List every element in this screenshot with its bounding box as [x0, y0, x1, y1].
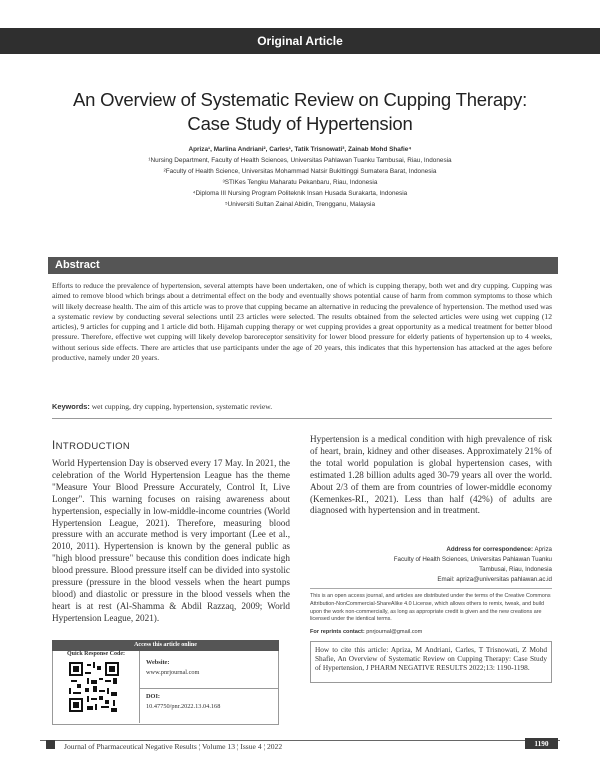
divider	[52, 418, 552, 419]
keywords	[52, 402, 552, 411]
introduction-heading	[52, 440, 130, 452]
author-block	[40, 144, 560, 210]
article-title-line-1: An Overview of Systematic Review on Cupping Therapy:	[72, 89, 528, 110]
license-notice: This is an open access journal, and articles are distributed under the terms of the Creative Commons Attribution-NonCommercial-ShareAlike 4.0 License, which allows others to remix, tweak, and build upon the work non-commercially, as long as appropriate credit is given and the new creations are licensed under the identical terms.	[310, 593, 551, 623]
article-title-line-2: Case Study of Hypertension	[187, 113, 413, 134]
access-divider	[139, 651, 140, 723]
footer-rule	[40, 740, 560, 741]
correspondence-name: Apriza	[534, 546, 552, 553]
website-label: Website:	[146, 659, 170, 666]
qr-label: Quick Response Code:	[66, 651, 125, 657]
reprints-label: For reprints contact:	[310, 629, 365, 635]
page-number: 1190	[525, 738, 558, 749]
abstract-heading-bar	[48, 257, 558, 274]
introduction-paragraph: World Hypertension Day is observed every 17 May. In 2021, the celebration of the World Hypertension League has the theme "Measure Your Blood Pressure Accurately, Control It, Live Longer". This warning focuses on raising awareness about hypertension, especially in low-middle-income countries (World Hypertension League, 2021). Therefore, measuring blood pressure with an accurate method is very important (Lee et al., 2010, 2011). Hypertension is known by the general public as "high blood pressure" because this condition does indicate high blood pressure. Blood pressure itself can be divided into systolic pressure (pressure in the blood vessels when the heart pumps blood) and diastolic or pressure in the blood vessels when the heart is at rest (Al-Shamma & Abdil Razzaq, 2009; World Hypertension League, 2021).	[52, 458, 290, 623]
article-type-label: Original Article	[48, 28, 552, 54]
keywords-label: Keywords:	[52, 402, 90, 411]
divider	[310, 588, 552, 589]
affiliation: ²Faculty of Health Science, Universitas Mohammad Natsir Bukittinggi Sumatera Barat, Indonesia	[163, 168, 437, 175]
correspondence-line-1: Faculty of Health Sciences, Universitas Pahlawan Tuanku	[393, 556, 552, 563]
introduction-right-paragraph: Hypertension is a medical condition with high prevalence of risk of heart, brain, kidney and other diseases. Approximately 21% of the total world population is global hypertension cases, with estimated 1.28 billion adults aged 30-79 years all over the world. About 2/3 of them are from countries of lower-middle economy (Kemenkes-RI., 2021). Less than half (42%) of adults are diagnosed with hypertension and in treatment.	[310, 434, 552, 516]
affiliation: ¹Nursing Department, Faculty of Health Sciences, Universitas Pahlawan Tuanku Tambusai, Riau, Indonesia	[148, 157, 452, 164]
affiliation: ⁴Diploma III Nursing Program Politeknik Insan Husada Surakarta, Indonesia	[192, 190, 408, 197]
article-title	[40, 88, 560, 136]
access-heading: Access this article online	[52, 640, 279, 651]
correspondence-block	[310, 545, 552, 585]
keywords-text: wet cupping, dry cupping, hypertension, systematic review.	[91, 402, 273, 411]
abstract-heading: Abstract	[55, 259, 100, 271]
introduction-heading-rest: NTRODUCTION	[55, 441, 131, 452]
doi-label: DOI:	[146, 693, 160, 700]
citation-text: How to cite this article: Apriza, M Andriani, Carles, T Trisnowati, Z Mohd Shafie, An Overview of Systematic Review on Cupping Therapy: Case Study of Hypertension, J PHARM NEGATIVE RESULTS 2022;13: 1190-1198.	[315, 645, 547, 672]
affiliation: ³STIKes Tengku Maharatu Pekanbaru, Riau, Indonesia	[222, 179, 378, 186]
author-names: Apriza¹, Marlina Andriani², Carles¹, Tatik Trisnowati³, Zainab Mohd Shafie⁴	[188, 146, 412, 153]
qr-code-icon[interactable]	[69, 662, 119, 712]
access-divider	[140, 688, 278, 689]
website-link[interactable]: www.pnrjournal.com	[146, 669, 200, 676]
reprints-contact	[310, 629, 552, 635]
footer-marker	[46, 740, 55, 749]
correspondence-line-2: Tambusai, Riau, Indonesia	[479, 566, 552, 573]
reprints-email[interactable]: pnrjournal@gmail.com	[366, 629, 423, 635]
affiliation: ⁵Universiti Sultan Zainal Abidin, Trengganu, Malaysia	[224, 201, 376, 208]
doi-link[interactable]: 10.47750/pnr.2022.13.04.168	[146, 703, 221, 710]
correspondence-email[interactable]: Email: apriza@universitas pahlawan.ac.id	[437, 576, 552, 583]
correspondence-heading: Address for correspondence:	[446, 546, 534, 553]
footer-journal: Journal of Pharmaceutical Negative Results ¦ Volume 13 ¦ Issue 4 ¦ 2022	[64, 742, 283, 751]
introduction-heading-cap: I	[52, 440, 56, 452]
abstract-text: Efforts to reduce the prevalence of hypertension, several attempts have been undertaken, one of which is cupping therapy, both wet and dry cupping. Cupping was aimed to remove blood which brings about a detrimental effect on the body and eventually shows potential cause of harm from common symptoms to those which will likely decrease health. The aim of this article was to prove that cupping became an alternative in reducing the prevalence of hypertension. The method used was a systematic review by conducting several selections until 23 articles were selected. The results obtained from the selected articles were using wet cupping (12 articles), 9 articles for cupping and 1 article did both. Hijamah cupping therapy or wet cupping provides a great opportunity as a medical treatment for better blood pressure. Therefore, effective wet cupping will likely develop baroreceptor sensitivity for lower blood pressure for elderly patients of hypertension up to 4 weeks, without serious side effects. There are articles that use participants under the age of 20 years, this indicates that this hypertension has attacked at the ages before productive, namely under 20 years.	[52, 281, 552, 363]
